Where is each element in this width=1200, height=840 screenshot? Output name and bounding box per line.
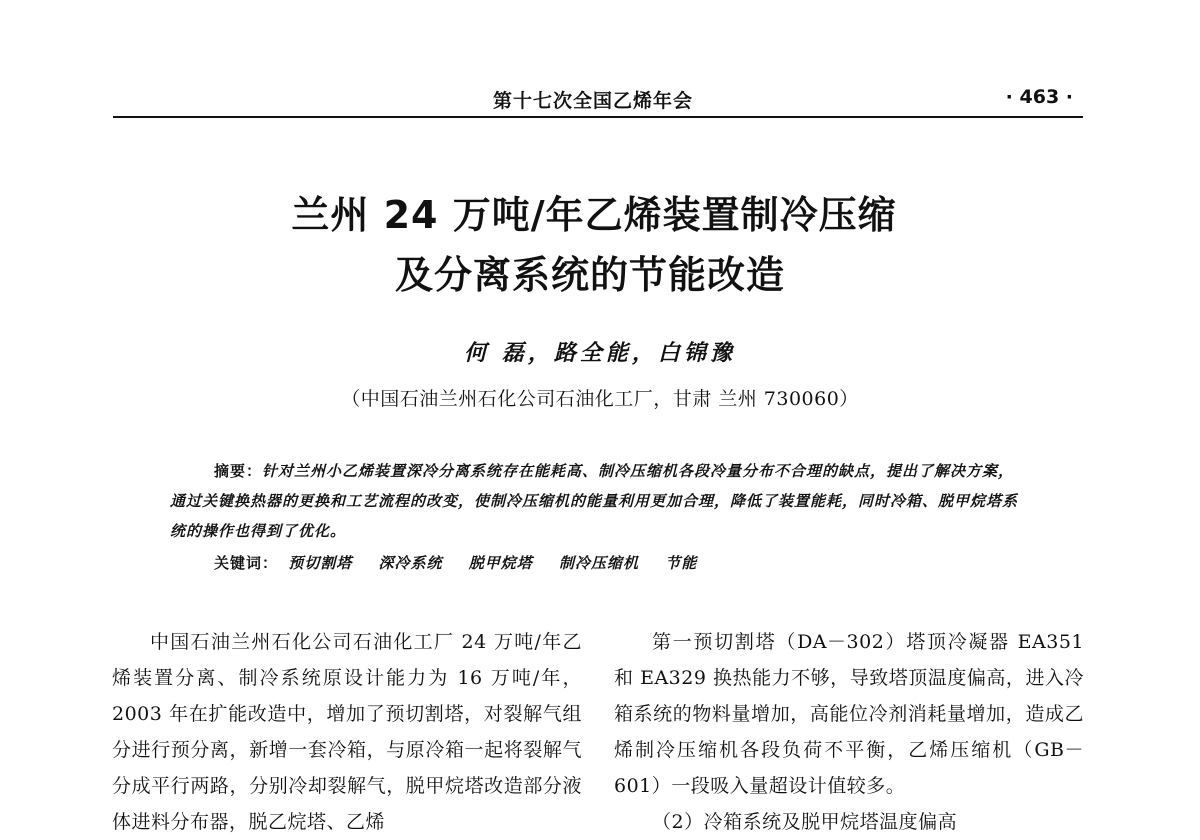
abstract [170, 456, 1030, 546]
section-subheading: （2）冷箱系统及脱甲烷塔温度偏高 [652, 811, 958, 833]
header-rule [113, 116, 1083, 118]
running-header [113, 84, 1083, 114]
paper-title-line-1: 兰州 24 万吨/年乙烯装置制冷压缩 [291, 193, 897, 237]
abstract-label: 摘要： [214, 462, 263, 480]
keyword: 节能 [665, 554, 698, 572]
keywords-label: 关键词： [214, 554, 279, 572]
keyword: 深冷系统 [378, 554, 443, 572]
abstract-text: 针对兰州小乙烯装置深冷分离系统存在能耗高、制冷压缩机各段冷量分布不合理的缺点，提出了解决方案，通过关键换热器的更换和工艺流程的改变，使制冷压缩机的能量利用更加合理，降低了装置能耗，同时冷箱、脱甲烷塔系统的操作也得到了优化。 [170, 462, 1019, 540]
paper-title [0, 185, 1200, 305]
body-paragraph: 中国石油兰州石化公司石油化工厂 24 万吨/年乙烯装置分离、制冷系统原设计能力为 16 万吨/年，2003 年在扩能改造中，增加了预切割塔，对裂解气组分进行预分离，新增一套冷箱，与原冷箱一起将裂解气分成平行两路，分别冷却裂解气，脱甲烷塔改造部分液体进料分布器，脱乙烷塔、乙烯 [112, 631, 582, 833]
body-paragraph: 第一预切割塔（DA－302）塔顶冷凝器 EA351 和 EA329 换热能力不够，导致塔顶温度偏高，进入冷箱系统的物料量增加，高能位冷剂消耗量增加，造成乙烯制冷压缩机各段负荷不平衡，乙烯压缩机（GB－601）一段吸入量超设计值较多。 [614, 631, 1084, 797]
body-column-right [614, 624, 1084, 840]
paper-title-line-2: 及分离系统的节能改造 [394, 253, 785, 297]
author-affiliation: （中国石油兰州石化公司石油化工厂，甘肃 兰州 730060） [341, 388, 859, 410]
keywords [214, 552, 1034, 573]
author-list: 何 磊，路全能，白锦豫 [464, 340, 736, 366]
keyword: 制冷压缩机 [559, 554, 640, 572]
page-number: · 463 · [1005, 86, 1073, 108]
keyword: 预切割塔 [288, 554, 353, 572]
keyword: 脱甲烷塔 [468, 554, 533, 572]
body-column-left [112, 624, 582, 840]
journal-name: 第十七次全国乙烯年会 [493, 90, 694, 112]
